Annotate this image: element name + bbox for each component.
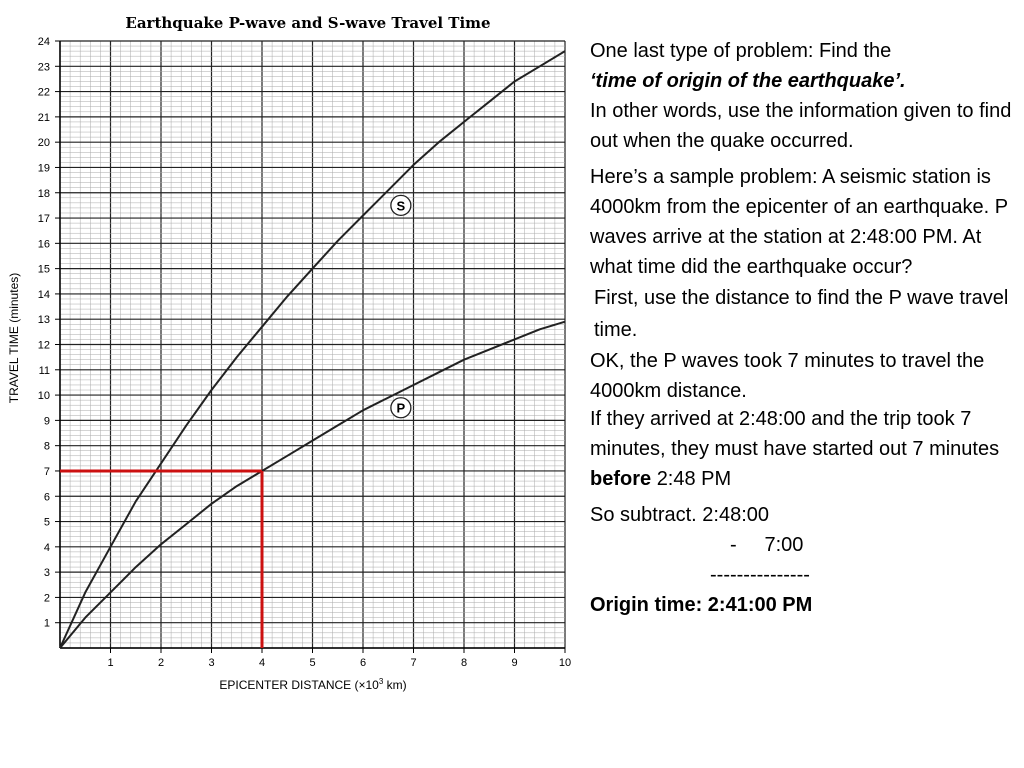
tick-labels [38,36,571,669]
y-tick-label: 5 [43,516,50,529]
x-tick-label: 8 [460,657,468,669]
x-tick-label: 10 [558,657,572,669]
y-tick-label: 19 [37,162,50,175]
y-tick-label: 20 [37,137,50,150]
intro-text [590,36,1020,156]
y-tick-label: 11 [38,364,50,377]
y-tick-label: 10 [37,390,50,403]
s-wave-marker-label: S [396,198,406,214]
intro-line: One last type of problem: Find the [590,40,892,62]
y-tick-label: 16 [37,238,50,251]
explanation-panel [590,36,1020,620]
x-tick-label: 4 [258,657,266,669]
sample-problem: Here’s a sample problem: A seismic station is 4000km from the epicenter of an earthquake. P waves arrive at the station at 2:48:00 PM. At what time did the earthquake occur? [590,166,1008,278]
reasoning-text: If they arrived at 2:48:00 and the trip took 7 minutes, they must have started out 7 minutes [590,408,1000,460]
x-tick-label: 1 [107,657,114,669]
y-tick-label: 18 [37,187,50,200]
y-tick-label: 1 [43,617,50,630]
subtraction [590,500,1020,620]
minus-line: - 7:00 [730,534,804,556]
x-axis-title: EPICENTER DISTANCE ($\times 10^3$ km) [219,677,407,692]
intro-emphasis: ‘time of origin of the earthquake’. [590,70,906,92]
reasoning-bold: before [590,468,652,490]
chart-axes [55,41,565,653]
chart-grid [60,41,565,648]
y-tick-label: 9 [43,415,50,428]
step-reasoning [590,404,1020,494]
divider-line: --------------- [710,564,810,586]
y-tick-label: 7 [43,465,50,478]
y-tick-label: 13 [37,314,50,327]
curve-markers [391,195,411,417]
step-find-travel-time: First, use the distance to find the P wave travel time. [594,287,1009,341]
y-tick-label: 14 [37,288,50,301]
x-tick-label: 6 [359,657,367,669]
y-tick-label: 8 [43,440,50,453]
subtract-line: So subtract. 2:48:00 [590,504,770,526]
y-tick-label: 15 [37,263,50,276]
intro-rest: In other words, use the information given to find out when the quake occurred. [590,100,1012,152]
y-tick-label: 2 [43,592,50,605]
y-tick-label: 23 [37,61,50,74]
y-tick-label: 3 [43,567,50,580]
y-tick-label: 4 [43,541,50,554]
y-axis-title: TRAVEL TIME (minutes) [7,272,21,404]
y-tick-label: 17 [37,213,50,226]
x-tick-label: 5 [309,657,316,669]
x-tick-label: 9 [511,657,518,669]
y-tick-label: 6 [43,491,50,504]
y-tick-label: 12 [37,339,50,352]
step-travel-time-result: OK, the P waves took 7 minutes to travel the 4000km distance. [590,350,985,402]
y-tick-label: 24 [37,36,50,48]
reasoning-time: 2:48 PM [656,468,732,490]
p-wave-marker-label: P [396,400,406,416]
x-tick-label: 2 [157,657,165,669]
chart-title: Earthquake P-wave and S-wave Travel Time [125,14,491,32]
y-tick-label: 22 [37,86,50,99]
y-tick-label: 21 [37,111,50,124]
x-tick-label: 3 [208,657,215,669]
x-tick-label: 7 [410,657,417,669]
origin-time: Origin time: 2:41:00 PM [590,594,813,616]
